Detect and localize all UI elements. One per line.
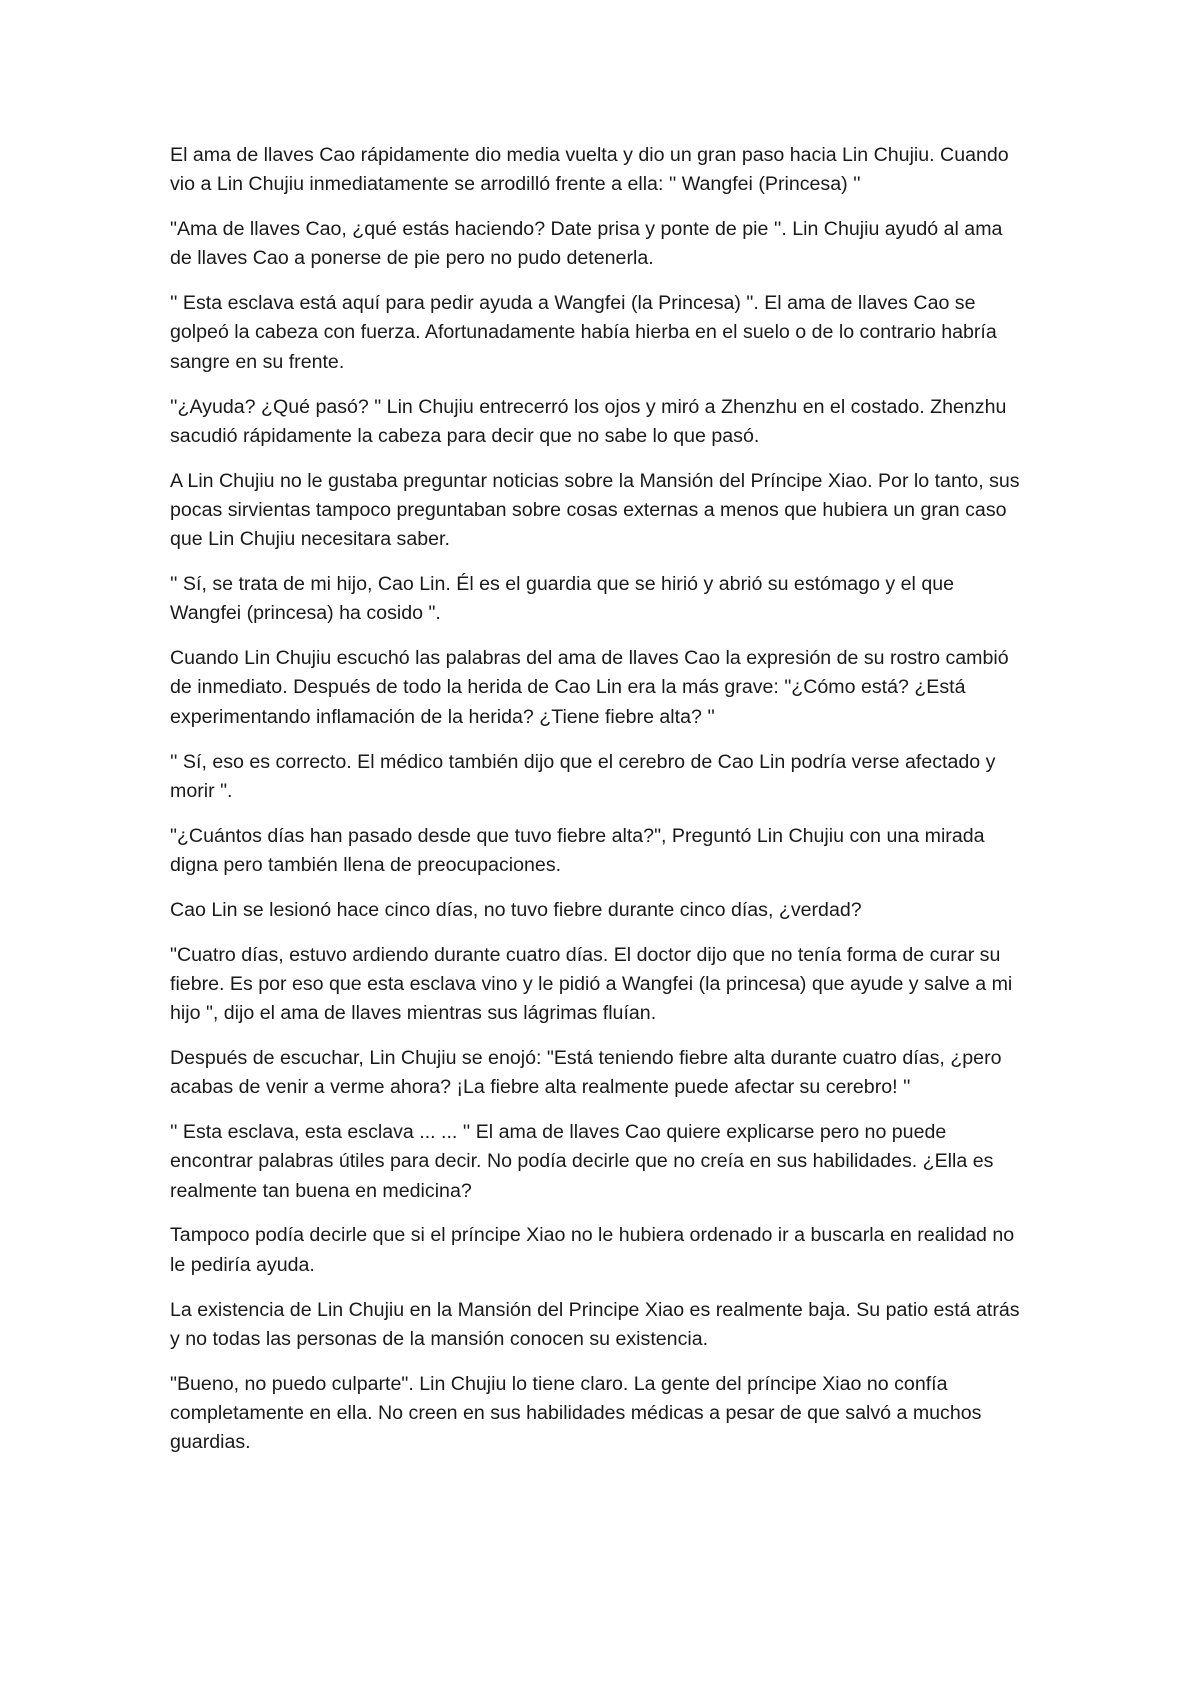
paragraph-9: "¿Cuántos días han pasado desde que tuvo fiebre alta?", Preguntó Lin Chujiu con una mirada digna pero también llena de preocupaciones. <box>170 824 990 876</box>
paragraph-1: El ama de llaves Cao rápidamente dio media vuelta y dio un gran paso hacia Lin Chujiu. Cuando vio a Lin Chujiu inmediatamente se arrodilló frente a ella: '' Wangfei (Princesa) '' <box>170 144 1015 196</box>
paragraph-3: '' Esta esclava está aquí para pedir ayuda a Wangfei (la Princesa) ". El ama de llaves Cao se golpeó la cabeza con fuerza. Afortunadamente había hierba en el suelo o de lo contrario habría sangre en su frente. <box>170 292 1003 373</box>
document-body <box>170 141 1028 1473</box>
paragraph-16: "Bueno, no puedo culparte". Lin Chujiu lo tiene claro. La gente del príncipe Xiao no confía completamente en ella. No creen en sus habilidades médicas a pesar de que salvó a muchos guardias. <box>170 1372 987 1454</box>
paragraph-4: ''¿Ayuda? ¿Qué pasó? " Lin Chujiu entrecerró los ojos y miró a Zhenzhu en el costado. Zhenzhu sacudió rápidamente la cabeza para decir que no sabe lo que pasó. <box>170 395 1012 447</box>
paragraph-8: '' Sí, eso es correcto. El médico también dijo que el cerebro de Cao Lin podría verse afectado y morir ". <box>170 750 1001 802</box>
paragraph-2: "Ama de llaves Cao, ¿qué estás haciendo? Date prisa y ponte de pie ''. Lin Chujiu ayudó al ama de llaves Cao a ponerse de pie pero no pudo detenerla. <box>170 218 1008 270</box>
paragraph-5: A Lin Chujiu no le gustaba preguntar noticias sobre la Mansión del Príncipe Xiao. Por lo tanto, sus pocas sirvientas tampoco preguntaban sobre cosas externas a menos que hubiera un gran caso que Lin Chujiu necesitara saber. <box>170 469 1026 551</box>
paragraph-11: "Cuatro días, estuvo ardiendo durante cuatro días. El doctor dijo que no tenía forma de curar su fiebre. Es por eso que esta esclava vino y le pidió a Wangfei (la princesa) que ayude y salve a mi hijo ", dijo el ama de llaves mientras sus lágrimas fluían. <box>170 943 1018 1025</box>
paragraph-15: La existencia de Lin Chujiu en la Mansión del Principe Xiao es realmente baja. Su patio está atrás y no todas las personas de la mansión conocen su existencia. <box>170 1298 1026 1350</box>
paragraph-12: Después de escuchar, Lin Chujiu se enojó: "Está teniendo fiebre alta durante cuatro días, ¿pero acabas de venir a verme ahora? ¡La fiebre alta realmente puede afectar su cerebro! '' <box>170 1046 1007 1099</box>
paragraph-13: '' Esta esclava, esta esclava ... ... '' El ama de llaves Cao quiere explicarse pero no puede encontrar palabras útiles para decir. No podía decirle que no creía en sus habilidades. ¿Ella es realmente tan buena en medicina? <box>170 1121 999 1202</box>
paragraph-14: Tampoco podía decirle que si el príncipe Xiao no le hubiera ordenado ir a buscarla en realidad no le pediría ayuda. <box>170 1224 1020 1276</box>
paragraph-6: '' Sí, se trata de mi hijo, Cao Lin. Él es el guardia que se hirió y abrió su estómago y el que Wangfei (princesa) ha cosido ". <box>170 573 960 625</box>
paragraph-7: Cuando Lin Chujiu escuchó las palabras del ama de llaves Cao la expresión de su rostro cambió de inmediato. Después de todo la herida de Cao Lin era la más grave: "¿Cómo está? ¿Está experimentando inflamación de la herida? ¿Tiene fiebre alta? '' <box>170 647 1015 728</box>
paragraph-10: Cao Lin se lesionó hace cinco días, no tuvo fiebre durante cinco días, ¿verdad? <box>170 898 862 921</box>
